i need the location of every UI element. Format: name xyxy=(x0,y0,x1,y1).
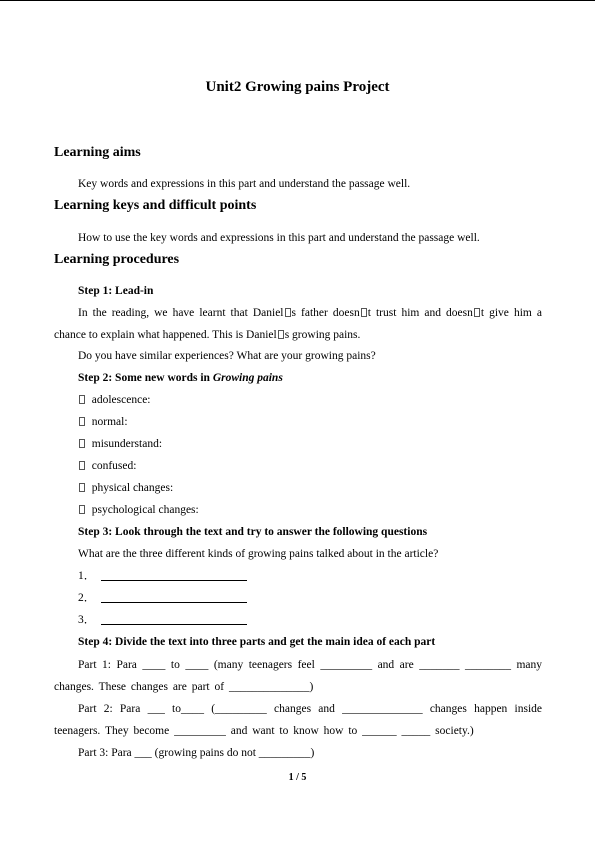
bullet-box-icon xyxy=(79,483,85,492)
answer-line-3: 3． xyxy=(78,613,247,627)
heading-learning-keys: Learning keys and difficult points xyxy=(54,198,257,213)
word-item: psychological changes: xyxy=(78,503,199,517)
heading-learning-aims: Learning aims xyxy=(54,145,141,160)
bullet-box-icon xyxy=(79,461,85,470)
step1-title: Step 1: Lead-in xyxy=(78,285,154,297)
step4-part2: Part 2: Para ___ to____ (_________ changes and ______________ changes happen inside teenagers. They become _________ and want to know how to ______ _____ society.) xyxy=(54,703,542,737)
answer-blank[interactable] xyxy=(101,614,247,625)
learning-aims-text: Key words and expressions in this part and understand the passage well. xyxy=(78,178,411,190)
bullet-box-icon xyxy=(79,395,85,404)
step1-question: Do you have similar experiences? What are your growing pains? xyxy=(78,350,376,362)
step4-title: Step 4: Divide the text into three parts and get the main idea of each part xyxy=(78,636,436,648)
heading-learning-procedures: Learning procedures xyxy=(54,252,180,267)
page-number: 1 / 5 xyxy=(288,772,307,783)
word-item: misunderstand: xyxy=(78,437,162,451)
answer-line-2: 2． xyxy=(78,591,247,605)
step2-title: Step 2: Some new words in Growing pains xyxy=(78,372,283,384)
word-item: normal: xyxy=(78,415,128,429)
step3-title: Step 3: Look through the text and try to answer the following questions xyxy=(78,526,428,538)
step3-question: What are the three different kinds of growing pains talked about in the article? xyxy=(78,548,439,560)
page-title: Unit2 Growing pains Project xyxy=(205,79,390,95)
step1-paragraph: In the reading, we have learnt that Daniel s father doesn t trust him and doesn t give him a chance to explain what happened. This is Daniel s growing pains. xyxy=(54,307,542,341)
page-top-rule xyxy=(0,0,595,1)
missing-glyph-box xyxy=(361,308,367,317)
missing-glyph-box xyxy=(474,308,480,317)
word-item: adolescence: xyxy=(78,393,151,407)
missing-glyph-box xyxy=(278,330,284,339)
learning-keys-text: How to use the key words and expressions in this part and understand the passage well. xyxy=(78,232,480,244)
word-item: confused: xyxy=(78,459,136,473)
step4-part3: Part 3: Para ___ (growing pains do not _________) xyxy=(78,747,315,759)
answer-blank[interactable] xyxy=(101,592,247,603)
step4-part1: Part 1: Para ____ to ____ (many teenagers feel _________ and are _______ ________ many changes. These changes are part of ______________) xyxy=(54,659,542,693)
answer-line-1: 1． xyxy=(78,569,247,583)
missing-glyph-box xyxy=(285,308,291,317)
answer-blank[interactable] xyxy=(101,570,247,581)
bullet-box-icon xyxy=(79,505,85,514)
bullet-box-icon xyxy=(79,417,85,426)
word-item: physical changes: xyxy=(78,481,173,495)
bullet-box-icon xyxy=(79,439,85,448)
